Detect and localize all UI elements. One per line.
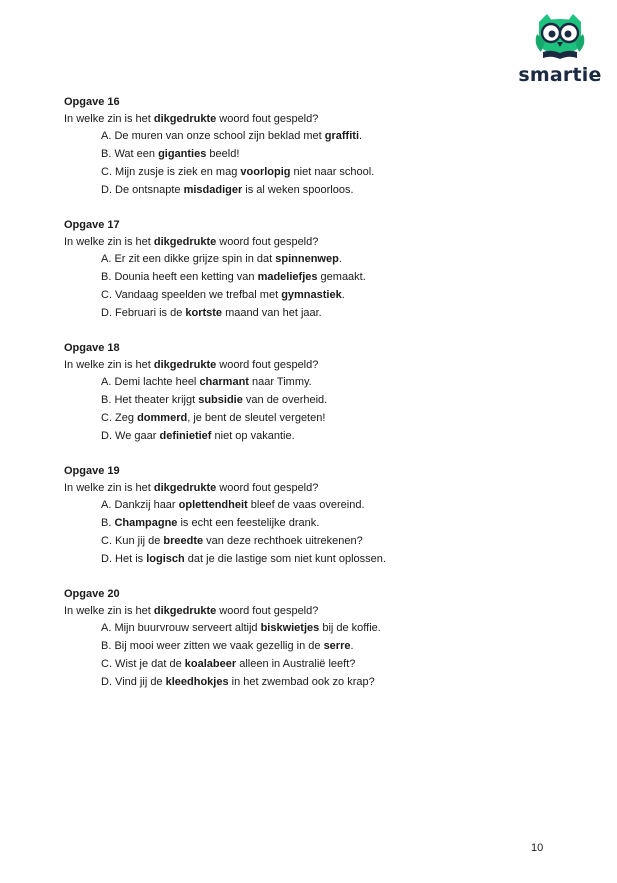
exercise-question: In welke zin is het dikgedrukte woord fout gespeld? bbox=[64, 236, 319, 248]
exercise-title: Opgave 20 bbox=[64, 588, 120, 600]
exercise-18 bbox=[64, 340, 564, 445]
answer-option-b: B. Wat een giganties beeld! bbox=[101, 148, 240, 160]
exercise-17 bbox=[64, 217, 564, 322]
answer-option-d: D. We gaar definietief niet op vakantie. bbox=[101, 430, 295, 442]
answer-option-d: D. Februari is de kortste maand van het jaar. bbox=[101, 307, 322, 319]
answer-option-c: C. Zeg dommerd, je bent de sleutel vergeten! bbox=[101, 412, 326, 424]
answer-option-c: C. Kun jij de breedte van deze rechthoek uitrekenen? bbox=[101, 535, 363, 547]
exercise-title: Opgave 19 bbox=[64, 465, 120, 477]
page-number: 10 bbox=[531, 842, 544, 854]
answer-option-a: A. De muren van onze school zijn beklad met graffiti. bbox=[101, 130, 363, 142]
answer-option-d: D. Vind jij de kleedhokjes in het zwembad ook zo krap? bbox=[101, 676, 375, 688]
answer-option-a: A. Demi lachte heel charmant naar Timmy. bbox=[101, 376, 312, 388]
answer-option-d: D. Het is logisch dat je die lastige som niet kunt oplossen. bbox=[101, 553, 386, 565]
exercise-question: In welke zin is het dikgedrukte woord fout gespeld? bbox=[64, 605, 319, 617]
owl-icon bbox=[533, 12, 587, 64]
exercise-20 bbox=[64, 586, 564, 691]
answer-option-c: C. Vandaag speelden we trefbal met gymnastiek. bbox=[101, 289, 345, 301]
exercise-19 bbox=[64, 463, 564, 568]
exercise-list bbox=[64, 94, 564, 709]
answer-option-b: B. Het theater krijgt subsidie van de overheid. bbox=[101, 394, 328, 406]
logo-wordmark: smartie bbox=[518, 64, 602, 86]
exercise-title: Opgave 16 bbox=[64, 96, 120, 108]
exercise-title: Opgave 18 bbox=[64, 342, 120, 354]
answer-option-c: C. Wist je dat de koalabeer alleen in Australië leeft? bbox=[101, 658, 356, 670]
smartie-logo bbox=[515, 12, 605, 90]
answer-option-d: D. De ontsnapte misdadiger is al weken spoorloos. bbox=[101, 184, 354, 196]
answer-option-c: C. Mijn zusje is ziek en mag voorlopig niet naar school. bbox=[101, 166, 375, 178]
answer-option-b: B. Dounia heeft een ketting van madeliefjes gemaakt. bbox=[101, 271, 366, 283]
exercise-question: In welke zin is het dikgedrukte woord fout gespeld? bbox=[64, 482, 319, 494]
answer-option-b: B. Bij mooi weer zitten we vaak gezellig in de serre. bbox=[101, 640, 354, 652]
exercise-16 bbox=[64, 94, 564, 199]
answer-option-a: A. Mijn buurvrouw serveert altijd biskwietjes bij de koffie. bbox=[101, 622, 381, 634]
answer-option-a: A. Er zit een dikke grijze spin in dat spinnenwep. bbox=[101, 253, 342, 265]
exercise-question: In welke zin is het dikgedrukte woord fout gespeld? bbox=[64, 359, 319, 371]
answer-option-b: B. Champagne is echt een feestelijke drank. bbox=[101, 517, 320, 529]
exercise-title: Opgave 17 bbox=[64, 219, 120, 231]
answer-option-a: A. Dankzij haar oplettendheit bleef de vaas overeind. bbox=[101, 499, 365, 511]
exercise-question: In welke zin is het dikgedrukte woord fout gespeld? bbox=[64, 113, 319, 125]
